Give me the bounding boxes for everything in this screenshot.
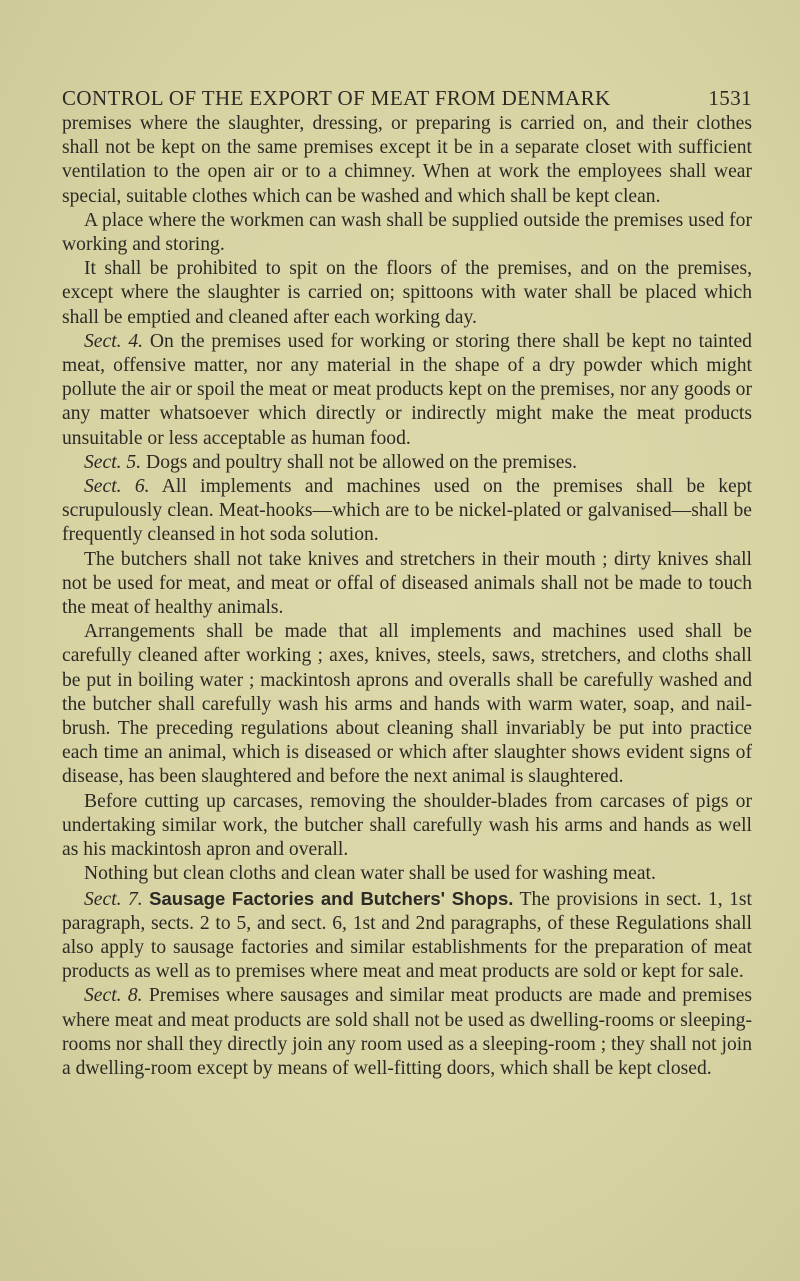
page-number: 1531 bbox=[708, 86, 752, 110]
sect-4-label: Sect. 4. bbox=[84, 330, 144, 352]
sect-5-label: Sect. 5. bbox=[84, 451, 142, 473]
paragraph-8: Arrangements shall be made that all implements and machines used shall be carefully cleaned after working ; axes, knives, steels, saws, stretchers, and cloths shall be put in boiling water ; mackintosh aprons and overalls shall be carefully washed and the butcher shall carefully wash his arms and hands with warm water, soap, and nail-brush. The preceding regulations about cleaning shall invariably be put into practice each time an animal, which is diseased or which after slaughter shows evident signs of disease, has been slaughtered and before the next animal is slaughtered. bbox=[62, 621, 752, 788]
paragraph-sect-5: Sect. 5. Dogs and poultry shall not be allowed on the premises. bbox=[84, 451, 578, 473]
sect-7-heading: Sausage Factories and Butchers' Shops. bbox=[149, 887, 514, 909]
sect-7-label: Sect. 7. bbox=[84, 888, 143, 910]
paragraph-sect-8: Sect. 8. Premises where sausages and similar meat products are made and premises where meat and meat products are sold shall not be used as dwelling-rooms or sleeping-rooms nor shall they directly join any room used as a sleeping-room ; they shall not join a dwelling-room except by means of well-fitting doors, which shall be kept closed. bbox=[62, 985, 753, 1079]
paragraph-9: Before cutting up carcases, removing the shoulder-blades from carcases of pigs or undertaking similar work, the butcher shall carefully wash his arms and hands as well as his mackintosh apron and overall. bbox=[62, 790, 752, 861]
page-header bbox=[62, 86, 752, 111]
paragraph-sect-6: Sect. 6. All implements and machines used on the premises shall be kept scrupulously clean. Meat-hooks—which are to be nickel-plated or galvanised—shall be frequently cleansed in hot soda solution. bbox=[62, 476, 752, 546]
paragraph-7: The butchers shall not take knives and stretchers in their mouth ; dirty knives shall not be used for meat, and meat or offal of diseased animals shall not be made to touch the meat of healthy animals. bbox=[62, 548, 752, 619]
sect-6-label: Sect. 6. bbox=[84, 476, 150, 498]
body-text bbox=[62, 112, 752, 1081]
paragraph-sect-4: Sect. 4. On the premises used for working or storing there shall be kept no tainted meat, offensive matter, nor any material in the shape of a dry powder which might pollute the air or spoil the meat or meat products kept on the premises, nor any goods or any matter whatsoever which directly or indirectly might make the meat products unsuitable or less acceptable as human food. bbox=[62, 330, 752, 449]
paragraph-1: premises where the slaughter, dressing, or preparing is carried on, and their clothes shall not be kept on the same premises except it be in a separate closet with sufficient ventilation to the open air or to a chimney. When at work the employees shall wear special, suitable clothes which can be washed and which shall be kept clean. bbox=[62, 113, 752, 207]
paragraph-2: A place where the workmen can wash shall be supplied outside the premises used for working and storing. bbox=[62, 209, 752, 256]
paragraph-sect-7: Sect. 7. Sausage Factories and Butchers' Shops. The provisions in sect. 1, 1st paragraph, sects. 2 to 5, and sect. 6, 1st and 2nd paragraphs, of these Regulations shall also apply to sausage factories and similar establishments for the preparation of meat products as well as to premises where meat and meat products are sold or kept for sale. bbox=[62, 887, 753, 983]
running-head: CONTROL OF THE EXPORT OF MEAT FROM DENMARK bbox=[62, 86, 611, 110]
paragraph-10: Nothing but clean cloths and clean water shall be used for washing meat. bbox=[84, 863, 656, 885]
sect-8-label: Sect. 8. bbox=[84, 985, 143, 1007]
paragraph-3: It shall be prohibited to spit on the floors of the premises, and on the premises, except where the slaughter is carried on; spittoons with water shall be placed which shall be emptied and cleaned after each working day. bbox=[62, 258, 752, 328]
